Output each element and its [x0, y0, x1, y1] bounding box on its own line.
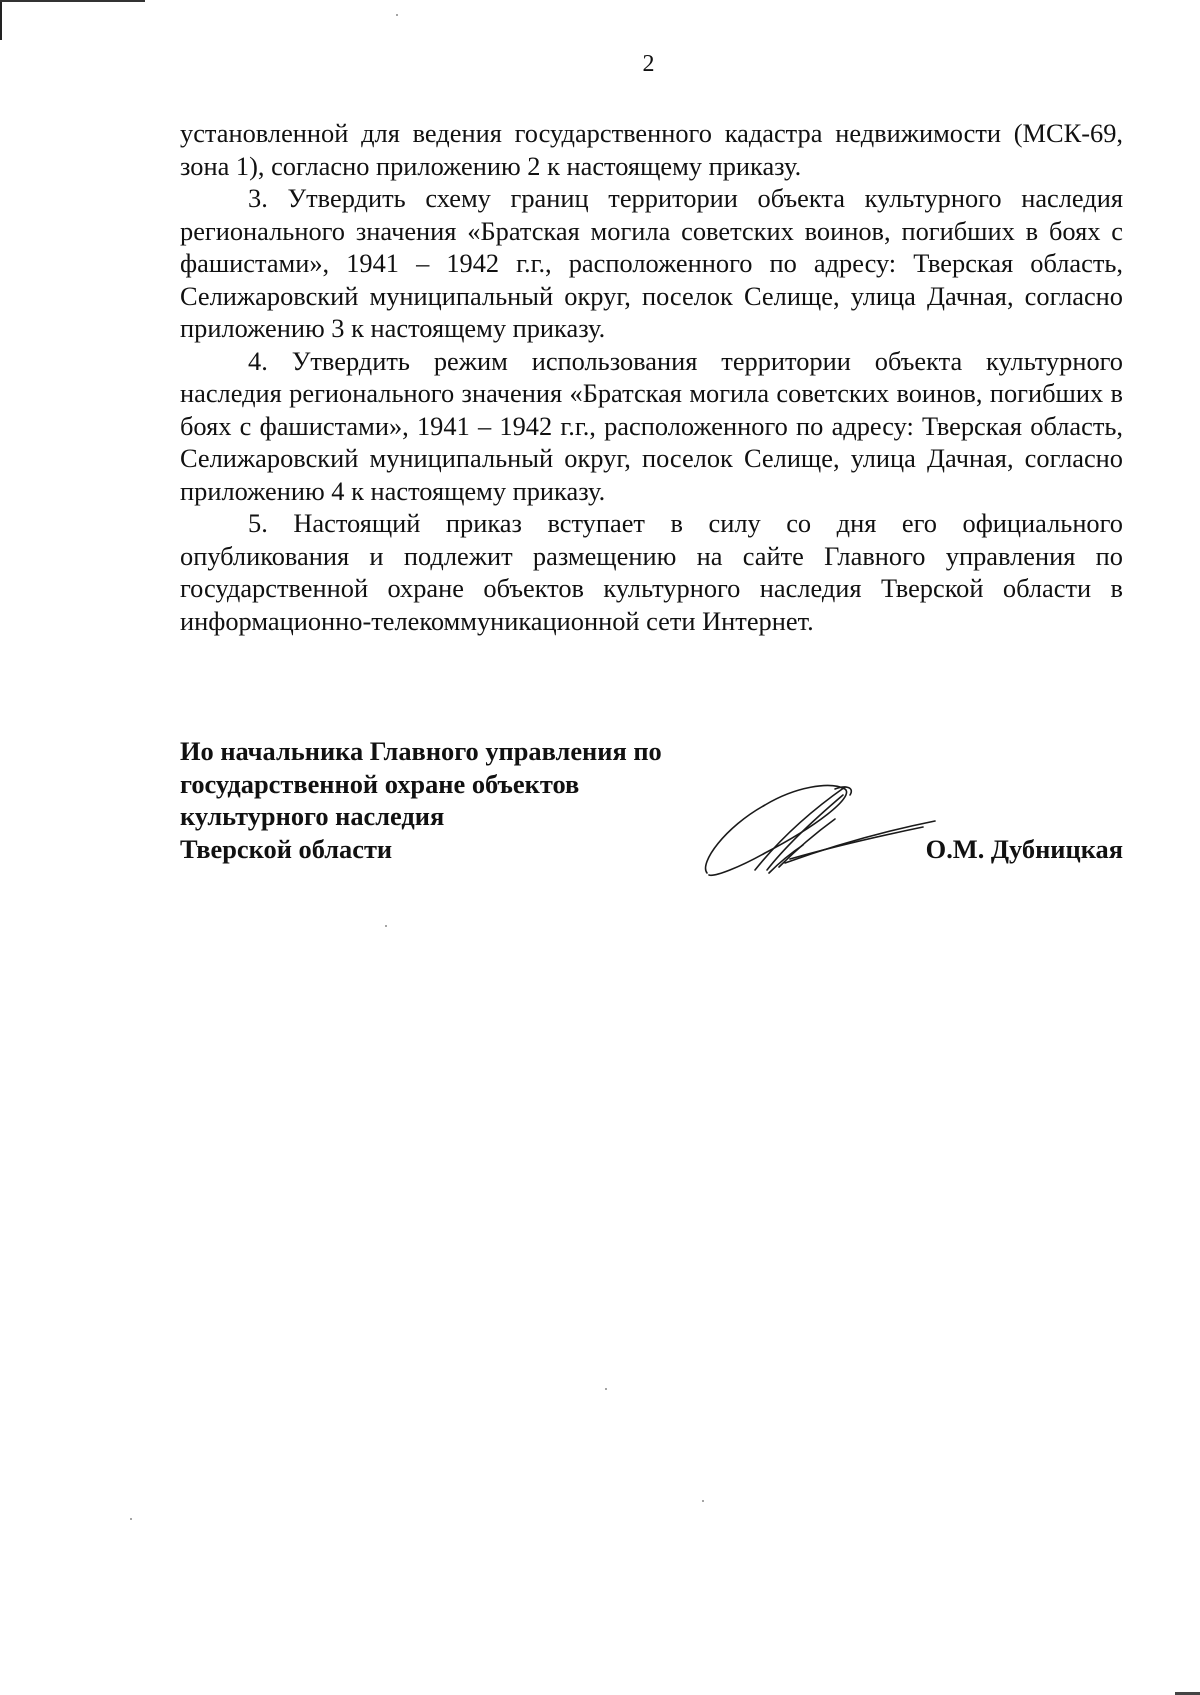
- paragraph: 4. Утвердить режим использования территории объекта культурного наследия регионального значения «Братская могила советских воинов, погибших в боях с фашистами», 1941 – 1942 г.г., расположенного по адресу: Тверская область, Селижаровский муниципальный округ, поселок Селище, улица Дачная, согласно приложению 4 к настоящему приказу.: [180, 345, 1123, 506]
- scan-speck: [396, 14, 398, 16]
- signature-icon: [695, 775, 945, 885]
- paragraph: установленной для ведения государственного кадастра недвижимости (МСК-69, зона 1), согласно приложению 2 к настоящему приказу.: [180, 118, 1123, 181]
- signer-position-line: культурного наследия: [180, 801, 445, 831]
- paragraph: 3. Утвердить схему границ территории объекта культурного наследия регионального значения «Братская могила советских воинов, погибших в боях с фашистами», 1941 – 1942 г.г., расположенного по адресу: Тверская область, Селижаровский муниципальный округ, поселок Селище, улица Дачная, согласно приложению 3 к настоящему приказу.: [180, 183, 1123, 343]
- signer-position-line: Тверской области: [180, 833, 393, 864]
- scan-speck: [130, 1518, 132, 1520]
- signer-position-line: Ио начальника Главного управления по: [180, 736, 662, 766]
- scan-speck: [605, 1388, 607, 1390]
- signer-position-line: государственной охране объектов: [180, 768, 580, 799]
- paragraph: 5. Настоящий приказ вступает в силу со дня его официального опубликования и подлежит размещению на сайте Главного управления по государственной охране объектов культурного наследия Тверской области в информационно-телекоммуникационной сети Интернет.: [180, 508, 1123, 636]
- signature-block: [180, 735, 1123, 865]
- signer-name: О.М. Дубницкая: [925, 833, 1123, 864]
- page-number: 2: [642, 51, 655, 77]
- scan-speck: [385, 925, 387, 927]
- scan-edge: [0, 0, 2, 40]
- scan-speck: [702, 1500, 704, 1502]
- document-body: [180, 117, 1123, 637]
- scan-edge: [0, 0, 145, 2]
